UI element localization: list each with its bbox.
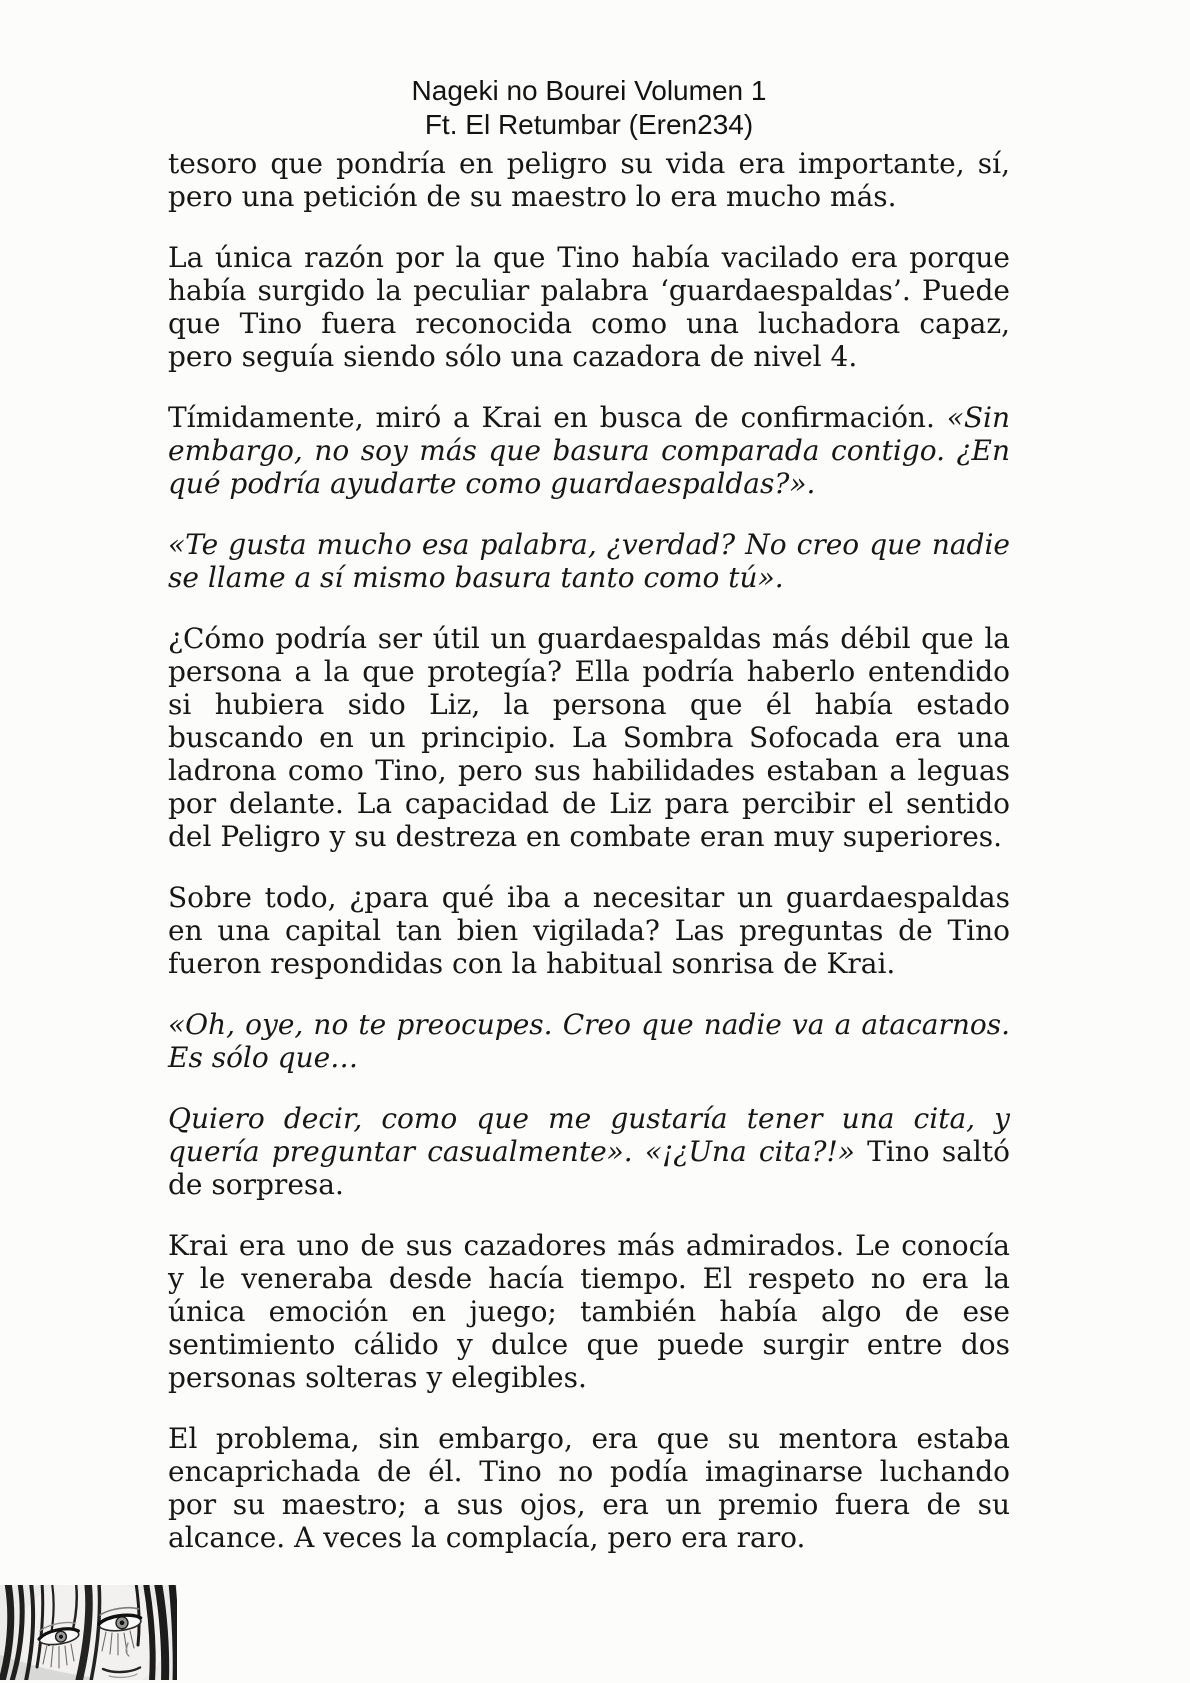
text-run: El problema, sin embargo, era que su mentora estaba encaprichada de él. Tino no podía imaginarse luchando por su maestro; a sus ojos, era un premio fuera de su alcance. A veces la complacía, pero era raro.: [168, 1422, 1010, 1554]
paragraph: [168, 528, 1010, 594]
paragraph: [168, 1102, 1010, 1201]
document-header: [168, 74, 1010, 142]
text-run: Sobre todo, ¿para qué iba a necesitar un guardaespaldas en una capital tan bien vigilada? Las preguntas de Tino fueron respondidas con la habitual sonrisa de Krai.: [168, 881, 1010, 980]
italic-text-run: «Sin embargo, no soy más que basura comparada contigo. ¿En qué podría ayudarte como guardaespaldas?».: [168, 401, 1010, 500]
text-run: Tímidamente, miró a Krai en busca de confirmación.: [168, 401, 947, 434]
text-run: ¿Cómo podría ser útil un guardaespaldas más débil que la persona a la que protegía? Ella podría haberlo entendido si hubiera sido Liz, la persona que él había estado buscando en un principio. La Sombra Sofocada era una ladrona como Tino, pero sus habilidades estaban a leguas por delante. La capacidad de Liz para percibir el sentido del Peligro y su destreza en combate eran muy superiores.: [168, 622, 1010, 853]
manga-face-illustration: [0, 1585, 177, 1680]
italic-text-run: «Oh, oye, no te preocupes. Creo que nadie va a atacarnos. Es sólo que…: [168, 1008, 1010, 1074]
italic-text-run: «Te gusta mucho esa palabra, ¿verdad? No creo que nadie se llame a sí mismo basura tanto como tú».: [168, 528, 1010, 594]
paragraph: [168, 622, 1010, 853]
text-run: tesoro que pondría en peligro su vida era importante, sí, pero una petición de su maestro lo era mucho más.: [168, 147, 1010, 213]
paragraph: [168, 241, 1010, 373]
manga-face-svg: [0, 1585, 177, 1680]
paragraph: [168, 147, 1010, 213]
doc-title: Nageki no Bourei Volumen 1: [411, 75, 767, 106]
document-body: [168, 147, 1010, 1554]
text-run: Tino saltó de sorpresa.: [168, 1135, 1010, 1201]
paragraph: [168, 881, 1010, 980]
paragraph: [168, 1422, 1010, 1554]
text-run: La única razón por la que Tino había vacilado era porque había surgido la peculiar palabra ‘guardaespaldas’. Puede que Tino fuera reconocida como una luchadora capaz, pero seguía siendo sólo una cazadora de nivel 4.: [168, 241, 1010, 373]
paragraph: [168, 401, 1010, 500]
doc-subtitle: Ft. El Retumbar (Eren234): [424, 109, 754, 140]
paragraph: [168, 1229, 1010, 1394]
italic-text-run: Quiero decir, como que me gustaría tener una cita, y quería preguntar casualmente». «¡¿Una cita?!»: [168, 1102, 1010, 1168]
text-run: Krai era uno de sus cazadores más admirados. Le conocía y le veneraba desde hacía tiempo. El respeto no era la única emoción en juego; también había algo de ese sentimiento cálido y dulce que puede surgir entre dos personas solteras y elegibles.: [168, 1229, 1010, 1394]
paragraph: [168, 1008, 1010, 1074]
